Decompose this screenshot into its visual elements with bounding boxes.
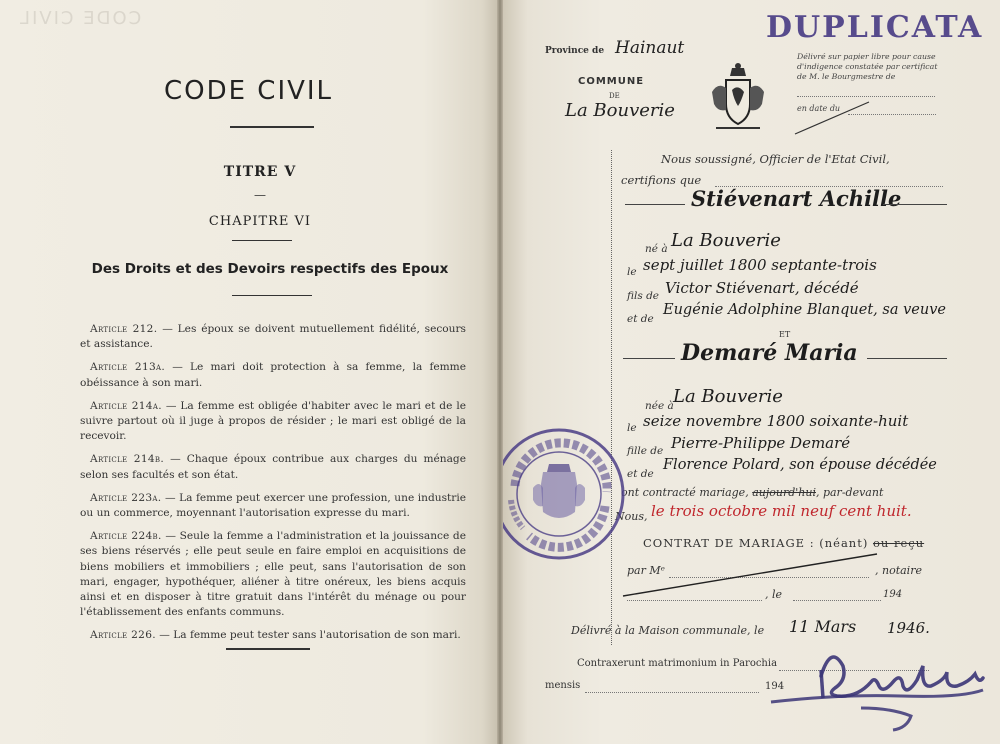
contracted-line: ont contracté mariage, aujourd'hui, par-devant <box>621 486 884 499</box>
groom-le-label: le <box>627 266 637 278</box>
delivered-label: Délivré à la Maison communale, le <box>571 624 765 637</box>
groom-father: Victor Stiévenart, décédé <box>665 279 859 297</box>
bride-birthdate: seize novembre 1800 soixante-huit <box>643 412 909 430</box>
article-223a: Article 223a. — La femme peut exercer une profession, une industrie ou un commerce, moyennant l'autorisation expresse du mari. <box>80 491 466 520</box>
ne-a-label: né à <box>645 243 668 255</box>
belgian-coat-of-arms-icon <box>708 62 768 134</box>
bride-mother: Florence Polard, son épouse décédée <box>663 457 937 473</box>
delivered-date: 11 Mars <box>789 617 857 636</box>
article-214a: Article 214a. — La femme est obligée d'habiter avec le mari et de le suivre partout où il juge à propos de résider ; le mari est obligé de la recevoir. <box>80 399 466 443</box>
date-194-dotline <box>793 600 881 601</box>
title-rule <box>230 126 314 128</box>
chapitre-rule <box>232 240 292 241</box>
notaire-crossout-stroke <box>621 550 881 600</box>
bride-le-label: le <box>627 422 637 434</box>
mensis-dotline <box>585 692 759 693</box>
bride-rule-right <box>867 358 947 359</box>
latin-text: Contraxerunt matrimonium in Parochia <box>577 658 778 669</box>
le-suffix: , le <box>765 588 783 601</box>
contracted-strikeout: aujourd'hui <box>752 486 816 499</box>
right-page <box>503 0 1000 744</box>
bride-rule-left <box>623 358 675 359</box>
delivered-year: 1946. <box>887 619 930 637</box>
groom-rule-left <box>625 204 685 205</box>
chapitre-heading: CHAPITRE VI <box>208 214 312 229</box>
par-me-label: par Mᵉ <box>627 564 665 577</box>
commune-seal-stamp <box>503 424 629 564</box>
province-value: Hainaut <box>615 38 685 58</box>
marriage-date: le trois octobre mil neuf cent huit. <box>651 502 912 520</box>
groom-birthdate: sept juillet 1800 septante-trois <box>643 256 877 274</box>
titre-dash: — <box>254 188 266 202</box>
articles-list <box>80 322 466 652</box>
indigence-note: Délivré sur papier libre pour cause d'indigence constatée par certificat de M. le Bourgmestre de <box>797 52 938 81</box>
officer-signature <box>761 636 991 736</box>
groom-mother: Eugénie Adolphine Blanquet, sa veuve <box>663 302 946 318</box>
date-label: en date du <box>797 104 841 113</box>
form-margin-line <box>611 150 612 645</box>
code-civil-title: CODE CIVIL <box>163 76 334 106</box>
contrat-strikeout: ou reçu <box>872 536 925 550</box>
nous-label: Nous, <box>615 510 648 523</box>
fille-de-label: fille de <box>627 445 664 457</box>
nee-a-label: née à <box>645 400 674 412</box>
le-dotline <box>627 600 762 601</box>
intro-text: Nous soussigné, Officier de l'Etat Civil, <box>661 152 890 166</box>
article-226: Article 226. — La femme peut tester sans l'autorisation de son mari. <box>90 629 461 642</box>
year-194: 194 <box>883 589 903 600</box>
groom-rule-right <box>883 204 947 205</box>
fils-de-label: fils de <box>627 290 660 302</box>
left-page <box>0 0 497 744</box>
titre-heading: TITRE V <box>223 164 297 180</box>
mensis-year: 194 <box>765 681 785 692</box>
certifions-text: certifions que <box>621 173 702 187</box>
bleed-through-text: CODE CIVIL <box>18 8 142 29</box>
article-213a: Article 213a. — Le mari doit protection à sa femme, la femme obéissance à son mari. <box>80 361 466 389</box>
bride-birthplace: La Bouverie <box>673 386 783 407</box>
section-subtitle: Des Droits et des Devoirs respectifs des Epoux <box>91 261 449 277</box>
article-224b: Article 224b. — Seule la femme a l'administration et la jouissance de ses biens réservés ; elle peut seule en faire emploi en acquisitions de biens mobiliers et immobiliers ; elle peut, sans l'autorisation de son mari, engager, hypothéquer, aliéner à titre onéreux, les biens acquis ainsi et en disposer à titre gratuit dans l'intérêt du ménage ou pour l'établissement des enfants communs. <box>80 530 466 619</box>
article-212: Article 212. — Les époux se doivent mutuellement fidélité, secours et assistance. <box>80 323 466 351</box>
commune-label: COMMUNE <box>578 76 645 87</box>
subtitle-rule <box>232 295 312 296</box>
groom-name: Stiévenart Achille <box>691 186 902 211</box>
bride-et-de-label: et de <box>627 468 654 480</box>
duplicata-stamp: DUPLICATA <box>766 10 984 45</box>
commune-value: La Bouverie <box>565 100 675 121</box>
date-crossout-stroke <box>793 98 873 138</box>
notaire-label: , notaire <box>875 564 922 577</box>
bride-name: Demaré Maria <box>681 340 858 366</box>
groom-et-de-label: et de <box>627 313 654 325</box>
bride-father: Pierre-Philippe Demaré <box>671 434 851 452</box>
article-214b: Article 214b. — Chaque époux contribue aux charges du ménage selon ses facultés et son état. <box>80 453 466 481</box>
end-rule <box>226 648 310 650</box>
et-separator: ET <box>779 330 791 339</box>
commune-de-label: DE <box>609 92 620 100</box>
mensis-label: mensis <box>545 680 581 691</box>
province-label: Province de <box>545 46 605 56</box>
groom-birthplace: La Bouverie <box>671 230 781 251</box>
contrat-line: CONTRAT DE MARIAGE : (néant) ou reçu <box>643 536 925 550</box>
note-dotline <box>797 96 935 97</box>
